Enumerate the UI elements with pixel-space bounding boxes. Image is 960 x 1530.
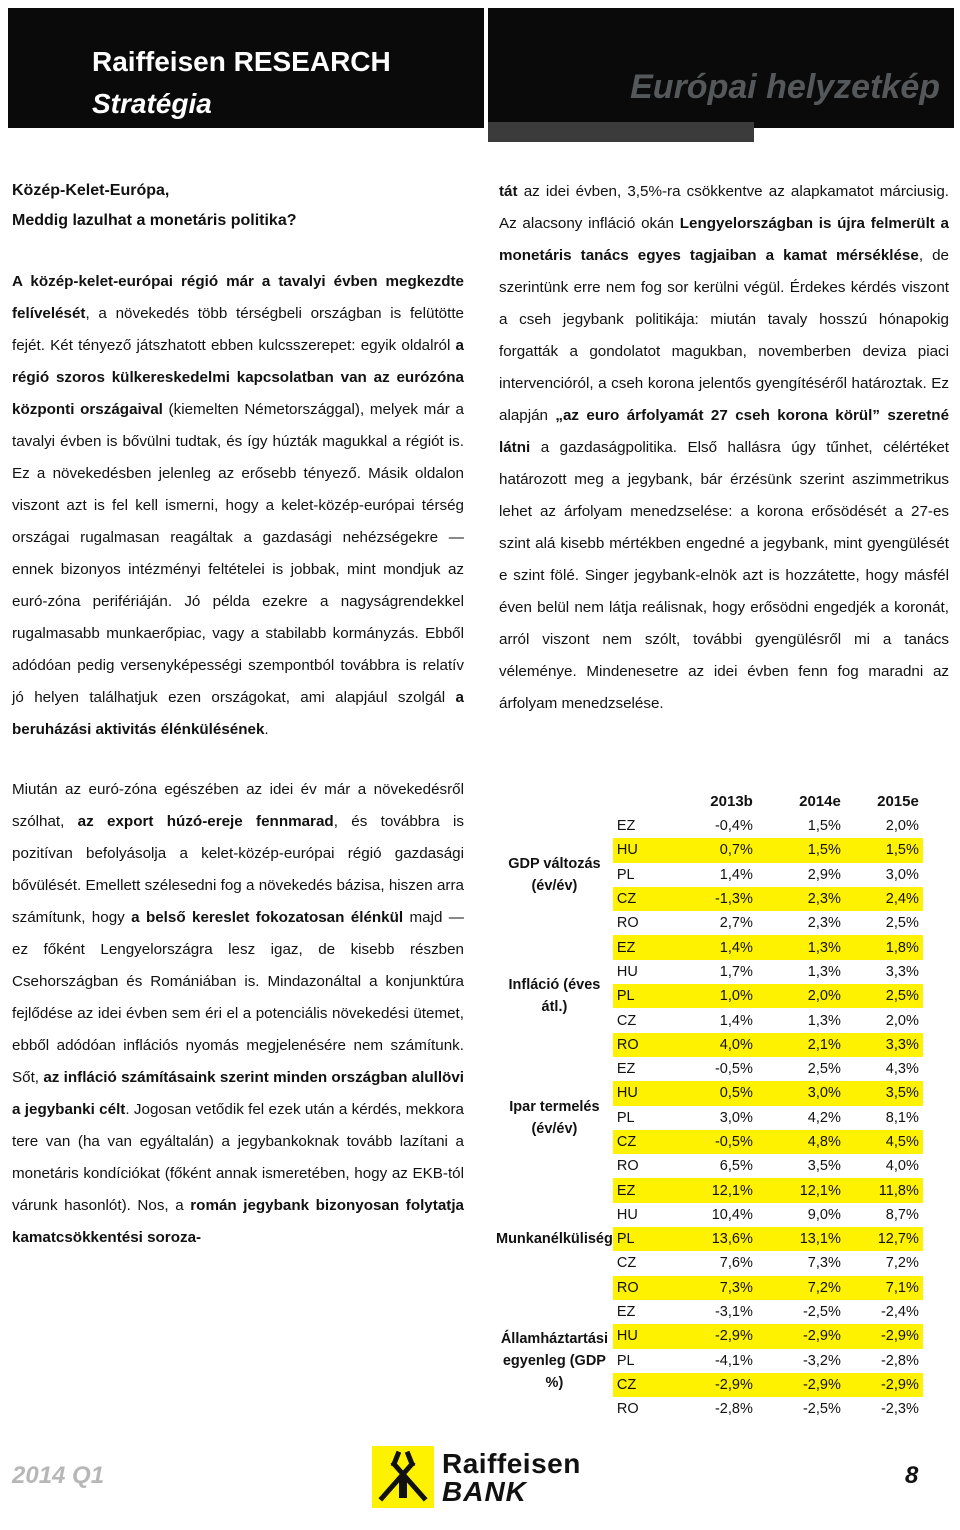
value-cell: 2,7%: [719, 915, 753, 932]
country-code: EZ: [613, 1178, 673, 1202]
value-cell: 1,3%: [807, 1012, 841, 1029]
text-run: az idei évben, 3,5%-ra csökkentve az alapkamatot márciusig. Az alacsony infláció okán: [499, 183, 949, 232]
value-cell: 2,3%: [761, 887, 849, 911]
value-cell: -2,9%: [761, 1373, 849, 1397]
bold-text-run: a belső kereslet fokozatosan élénkül: [131, 909, 404, 926]
value-cell: -2,4%: [880, 1304, 919, 1321]
value-cell: 1,5%: [761, 838, 849, 862]
text-run: majd ― ez főként Lengyelországra lesz igaz, de kisebb részben Csehországban és Romániában is. Mindazonáltal a konjunktúra fejlődése az idei évben sem éri el a potenciális növekedési ütemet, ebből adódóan inflációs nyomás megjelenésére nem számítunk. Sőt,: [12, 909, 464, 1086]
value-cell: 12,1%: [761, 1178, 849, 1202]
text-run: , de szerintünk erre nem fog sor kerülni végül. Érdekes kérdés viszont a cseh jegybank politikája: miután tavaly hosszú hónapokig forgatták a gondolatot magukban, novemberben deviza piaci intervencióról, a cseh korona jelentős gyengítéséről határoztak. Ez alapján: [499, 247, 949, 424]
value-cell: 4,3%: [885, 1061, 919, 1078]
table-row: [496, 1178, 923, 1202]
bold-text-run: az export húzó-ereje fennmarad: [77, 813, 334, 830]
value-cell: 1,3%: [761, 935, 849, 959]
value-cell: -2,9%: [849, 1373, 923, 1397]
text-run: a gazdaságpolitika. Első hallásra úgy tűnhet, célértéket határozott meg a jegybank, bár érzésünk szerint aszimmetrikus lehet az árfolyam menedzselése: a korona erősödését a 27-es szint alá kisebb mértékben engedné a jegybank, mint gyengülését e szint fölé. Singer jegybank-elnök azt is hozzátette, hogy másfél éven belül nem látja reálisnak, hogy erősödni engedjék a koronát, arról viszont nem szólt, további gyengülésről mi a tanács véleménye. Mindenesetre az idei évben fenn fog maradni az árfolyam menedzselése.: [499, 439, 949, 712]
country-code: PL: [616, 1109, 635, 1126]
col-header-2015e: 2015e: [877, 792, 919, 810]
value-cell: 12,7%: [849, 1227, 923, 1251]
country-code: HU: [613, 838, 673, 862]
country-code: CZ: [613, 887, 673, 911]
left-paragraph-1: [12, 266, 464, 746]
value-cell: 7,1%: [849, 1276, 923, 1300]
value-cell: 1,5%: [807, 818, 841, 835]
value-cell: 3,5%: [807, 1158, 841, 1175]
value-cell: 3,0%: [885, 866, 919, 883]
value-cell: 0,7%: [673, 838, 761, 862]
value-cell: -2,9%: [673, 1324, 761, 1348]
country-code: EZ: [616, 1061, 636, 1078]
section-title-line2: Meddig lazulhat a monetáris politika?: [12, 212, 297, 229]
country-code: EZ: [616, 818, 636, 835]
brand-title: Raiffeisen RESEARCH: [92, 46, 391, 77]
value-cell: -2,9%: [849, 1324, 923, 1348]
indicator-label: Államháztartási egyenleg (GDP %): [500, 1330, 609, 1391]
header-right-bar: [488, 8, 954, 128]
value-cell: 7,3%: [807, 1255, 841, 1272]
indicator-label: GDP változás (év/év): [508, 855, 601, 894]
left-column: [12, 176, 464, 1254]
brand-subtitle: Stratégia: [92, 88, 212, 119]
col-header-2014e: 2014e: [799, 792, 841, 810]
indicator-label: Ipar termelés (év/év): [509, 1098, 600, 1137]
country-code: CZ: [616, 1255, 637, 1272]
header-strip: [488, 122, 754, 142]
country-code: RO: [616, 1401, 639, 1418]
value-cell: 11,8%: [849, 1178, 923, 1202]
section-title-line1: Közép-Kelet-Európa,: [12, 182, 170, 199]
value-cell: -0,5%: [714, 1061, 753, 1078]
value-cell: 10,4%: [711, 1206, 753, 1223]
value-cell: 3,3%: [885, 963, 919, 980]
country-code: HU: [616, 963, 638, 980]
value-cell: -0,4%: [714, 818, 753, 835]
value-cell: 1,4%: [673, 935, 761, 959]
value-cell: -2,5%: [802, 1304, 841, 1321]
bold-text-run: a régió szoros külkereskedelmi kapcsolatban van az eurózóna központi országaival: [12, 337, 464, 418]
value-cell: -3,2%: [802, 1352, 841, 1369]
country-code: PL: [613, 1227, 673, 1251]
value-cell: 1,4%: [719, 1012, 753, 1029]
forecast-table: [496, 788, 954, 1421]
value-cell: -2,9%: [673, 1373, 761, 1397]
value-cell: 1,0%: [673, 984, 761, 1008]
table-row: [496, 1057, 923, 1081]
value-cell: 2,5%: [885, 915, 919, 932]
footer-quarter: 2014 Q1: [12, 1462, 105, 1489]
text-run: , a növekedés több térségbeli országban is felütötte fejét. Két tényező játszhatott ebben kulcsszerepet: egyik oldalról: [12, 305, 464, 354]
bold-text-run: „az euro árfolyamát 27 cseh korona körül” szeretné látni: [499, 407, 950, 456]
country-code: PL: [616, 866, 635, 883]
text-run: . Jogosan vetődik fel ezek után a kérdés, mekkora tere van (ha van egyáltalán) a jegybankoknak tovább lazítani a monetáris kondíciókat (főként annak ismeretében, hogy az EKB-tól várunk hasonlót). Nos, a: [12, 1101, 464, 1214]
bold-text-run: a beruházási aktivitás élénkülésének: [12, 689, 464, 738]
country-code: CZ: [613, 1373, 673, 1397]
value-cell: -3,1%: [714, 1304, 753, 1321]
value-cell: 2,0%: [885, 818, 919, 835]
value-cell: 2,3%: [807, 915, 841, 932]
value-cell: -1,3%: [673, 887, 761, 911]
value-cell: 4,2%: [807, 1109, 841, 1126]
value-cell: -2,5%: [802, 1401, 841, 1418]
value-cell: 0,5%: [673, 1081, 761, 1105]
page-title: Európai helyzetkép: [630, 68, 940, 106]
value-cell: 3,0%: [719, 1109, 753, 1126]
bold-text-run: tát: [499, 183, 518, 200]
logo-text-bank: BANK: [442, 1476, 527, 1507]
country-code: RO: [616, 915, 639, 932]
value-cell: 8,1%: [885, 1109, 919, 1126]
value-cell: 2,0%: [761, 984, 849, 1008]
value-cell: 7,2%: [761, 1276, 849, 1300]
country-code: RO: [613, 1033, 673, 1057]
value-cell: 3,3%: [849, 1033, 923, 1057]
country-code: HU: [613, 1324, 673, 1348]
forecast-table-grid: [496, 788, 923, 1421]
value-cell: 2,4%: [849, 887, 923, 911]
value-cell: 8,7%: [885, 1206, 919, 1223]
indicator-label: Infláció (éves átl.): [508, 977, 601, 1016]
country-code: PL: [613, 984, 673, 1008]
value-cell: -0,5%: [673, 1130, 761, 1154]
logo-text-raiffeisen: Raiffeisen: [442, 1448, 581, 1479]
country-code: EZ: [616, 1304, 636, 1321]
value-cell: 13,6%: [673, 1227, 761, 1251]
value-cell: 13,1%: [761, 1227, 849, 1251]
value-cell: -2,8%: [880, 1352, 919, 1369]
table-header-row: [496, 788, 923, 814]
table-row: [496, 935, 923, 959]
value-cell: 3,5%: [849, 1081, 923, 1105]
country-code: HU: [616, 1206, 638, 1223]
header-left-bar: [8, 8, 484, 128]
table-row: [496, 814, 923, 838]
value-cell: 2,5%: [849, 984, 923, 1008]
value-cell: 4,8%: [761, 1130, 849, 1154]
value-cell: 7,3%: [673, 1276, 761, 1300]
country-code: EZ: [613, 935, 673, 959]
value-cell: 1,4%: [719, 866, 753, 883]
text-run: (kiemelten Németországgal), melyek már a tavalyi évben is bővülni tudtak, és így húzták magukkal a régiót is. Ez a növekedésben jelenleg az erősebb tényező. Másik oldalon viszont azt is fel kell ismerni, hogy a kelet-közép-európai térség országai rugalmasan reagáltak a gazdasági nehézségekre ― ennek bizonyos intézményi feltételei is jobbak, mint mondjuk az euró-zóna perifériáján. Jó példa ezekre a nagyságrendekkel rugalmasabb munkaerőpiac, vagy a stabilabb kormányzás. Ebből adódóan pedig versenyképességi szempontból továbbra is relatív jó helyen találhatjuk ezen országokat, ami alapjául szolgál: [12, 401, 464, 706]
value-cell: 7,6%: [719, 1255, 753, 1272]
value-cell: 4,5%: [849, 1130, 923, 1154]
value-cell: 7,2%: [885, 1255, 919, 1272]
bold-text-run: az infláció számításaink szerint minden országban alullövi a jegybanki célt: [12, 1069, 464, 1118]
left-paragraph-2: [12, 774, 464, 1254]
right-paragraph-1: [499, 176, 949, 720]
value-cell: 9,0%: [807, 1206, 841, 1223]
country-code: CZ: [613, 1130, 673, 1154]
raiffeisen-gable-icon: [372, 1446, 434, 1508]
value-cell: 1,7%: [719, 963, 753, 980]
value-cell: -2,3%: [880, 1401, 919, 1418]
indicator-label: Munkanélküliség: [496, 1231, 613, 1248]
value-cell: 1,3%: [807, 963, 841, 980]
value-cell: -2,8%: [714, 1401, 753, 1418]
value-cell: 3,0%: [761, 1081, 849, 1105]
value-cell: 2,9%: [807, 866, 841, 883]
text-run: .: [264, 721, 269, 738]
value-cell: 2,1%: [761, 1033, 849, 1057]
value-cell: -2,9%: [761, 1324, 849, 1348]
right-column: [499, 176, 949, 720]
country-code: HU: [613, 1081, 673, 1105]
value-cell: 4,0%: [885, 1158, 919, 1175]
page-number: 8: [905, 1462, 919, 1489]
country-code: CZ: [616, 1012, 637, 1029]
value-cell: 12,1%: [673, 1178, 761, 1202]
value-cell: 2,0%: [885, 1012, 919, 1029]
country-code: RO: [613, 1276, 673, 1300]
raiffeisen-bank-logo: [372, 1446, 596, 1508]
text-run: Miután az euró-zóna egészében az idei év már a növekedésről szólhat,: [12, 781, 464, 830]
text-run: , és továbbra is pozitívan befolyásolja a kelet-közép-európai régió gazdasági bővülését. Emellett szélesedni fog a növekedés bázisa, hiszen arra számítunk, hogy: [12, 813, 465, 926]
country-code: PL: [616, 1352, 635, 1369]
bold-text-run: A közép-kelet-európai régió már a tavalyi évben megkezdte felívelését: [12, 273, 464, 322]
value-cell: 6,5%: [719, 1158, 753, 1175]
bold-text-run: román jegybank bizonyosan folytatja kamatcsökkentési soroza-: [12, 1197, 464, 1246]
table-row: [496, 1300, 923, 1324]
value-cell: 2,5%: [807, 1061, 841, 1078]
bold-text-run: Lengyelországban is újra felmerült a monetáris tanács egyes tagjaiban a kamat mérséklése: [499, 215, 949, 264]
col-header-2013b: 2013b: [710, 792, 753, 810]
value-cell: -4,1%: [714, 1352, 753, 1369]
value-cell: 1,8%: [849, 935, 923, 959]
value-cell: 4,0%: [673, 1033, 761, 1057]
country-code: RO: [616, 1158, 639, 1175]
value-cell: 1,5%: [849, 838, 923, 862]
